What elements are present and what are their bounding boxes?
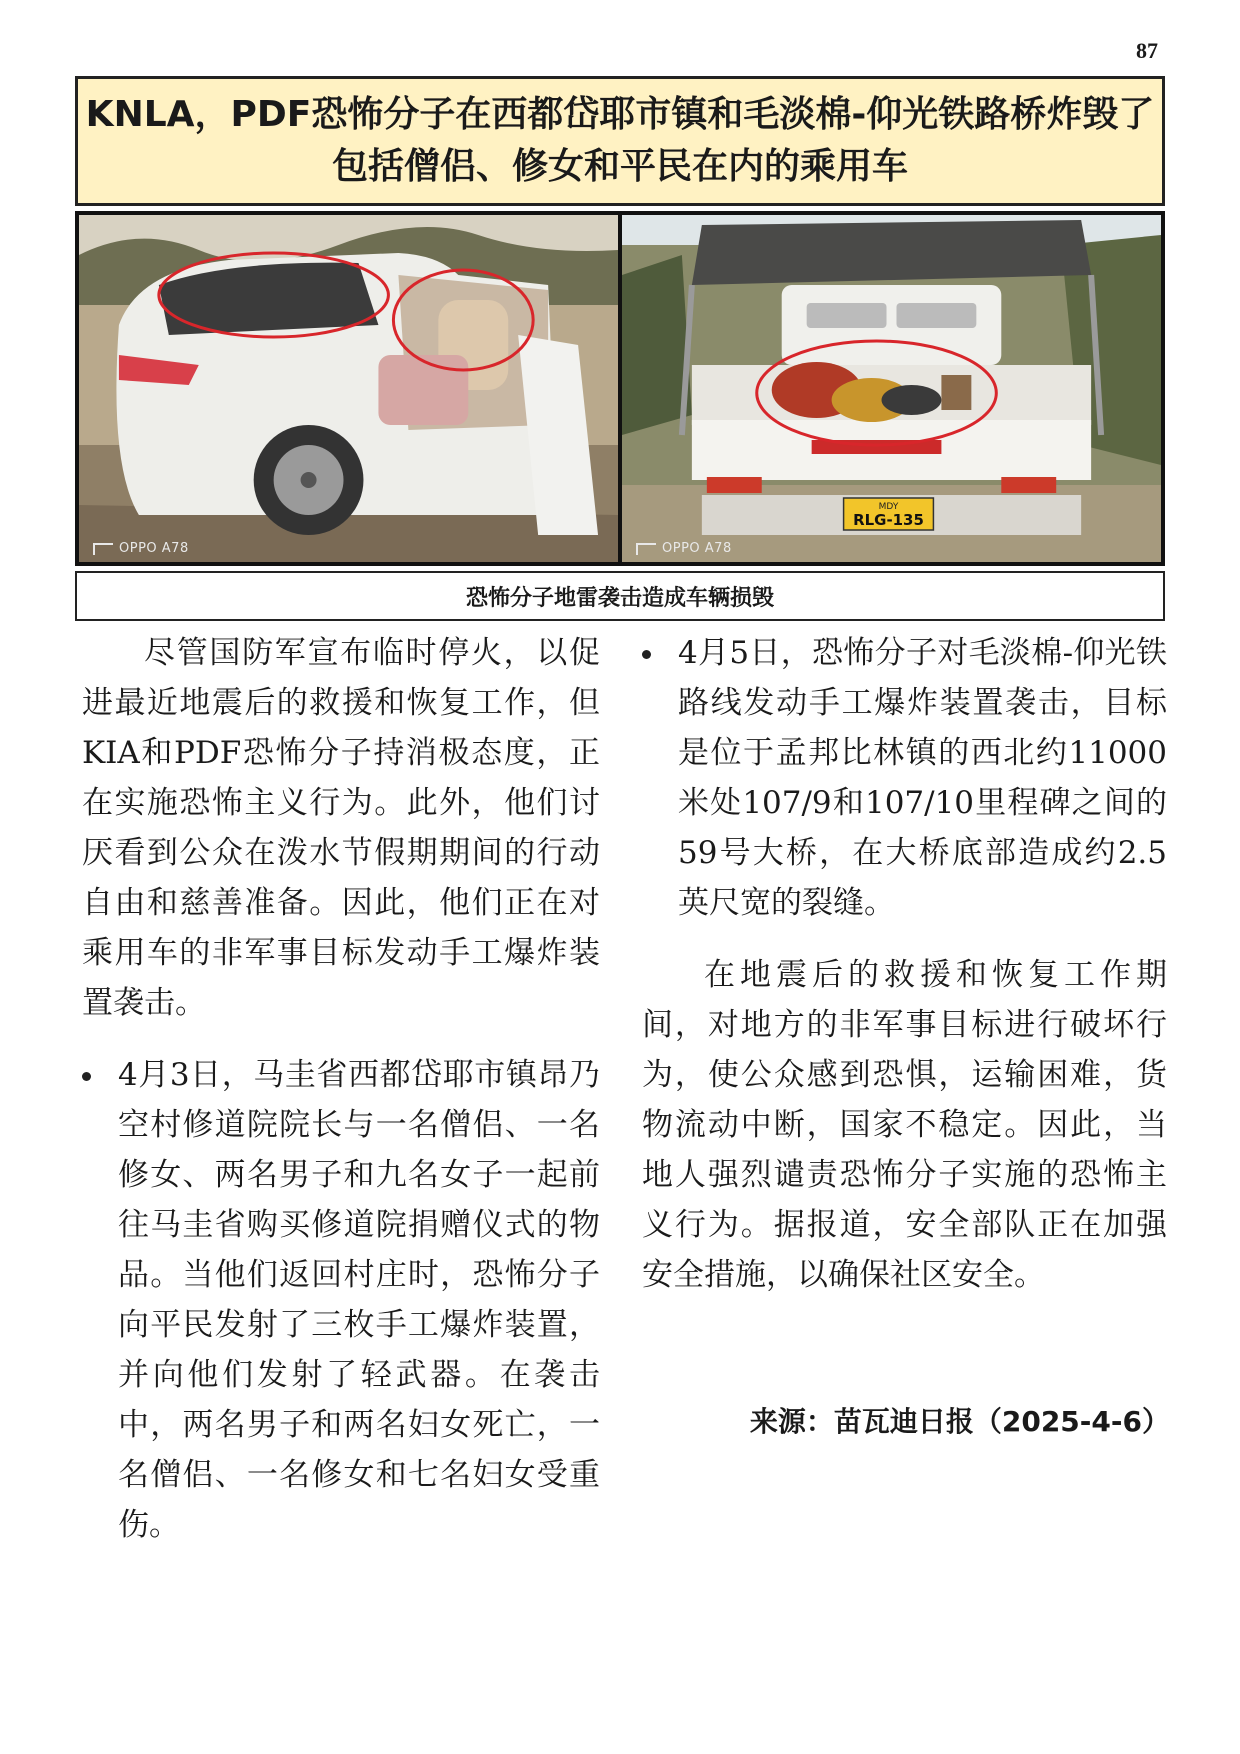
list-item — [642, 628, 1167, 928]
camera-logo-icon — [636, 543, 656, 555]
damaged-car-image — [79, 215, 618, 562]
damaged-car-photo — [79, 215, 618, 562]
closing-paragraph: 在地震后的救援和恢复工作期间，对地方的非军事目标进行破坏行为，使公众感到恐惧，运输困难，货物流动中断，国家不稳定。因此，当地人强烈谴责恐怖分子实施的恐怖主义行为。据报道，安全部队正在加强安全措施，以确保社区安全。 — [642, 957, 1167, 1293]
camera-watermark — [93, 541, 189, 556]
damaged-truck-image — [622, 215, 1161, 562]
bullet-icon — [82, 1072, 91, 1081]
intro-paragraph: 尽管国防军宣布临时停火，以促进最近地震后的救援和恢复工作，但KIA和PDF恐怖分子持消极态度，正在实施恐怖主义行为。此外，他们讨厌看到公众在泼水节假期期间的行动自由和慈善准备。因此，他们正在对乘用车的非军事目标发动手工爆炸装置袭击。 — [82, 635, 600, 1021]
photo-strip — [75, 211, 1165, 566]
photo-caption: 恐怖分子地雷袭击造成车辆损毁 — [75, 571, 1165, 621]
plate-number-text: RLG-135 — [853, 510, 924, 530]
camera-logo-icon — [93, 543, 113, 555]
camera-watermark — [636, 541, 732, 556]
bullet-text-april-3: 4月3日，马圭省西都岱耶市镇昂乃空村修道院院长与一名僧侣、一名修女、两名男子和九名女子一起前往马圭省购买修道院捐赠仪式的物品。当他们返回村庄时，恐怖分子向平民发射了三枚手工爆炸装置，并向他们发射了轻武器。在袭击中，两名男子和两名妇女死亡，一名僧侣、一名修女和七名妇女受重伤。 — [118, 1057, 600, 1543]
camera-watermark-text: OPPO A78 — [662, 541, 732, 556]
right-column — [642, 628, 1167, 1300]
source-citation: 来源：苗瓦迪日报（2025-4-6） — [749, 1405, 1170, 1438]
camera-watermark-text: OPPO A78 — [119, 541, 189, 556]
damaged-truck-photo — [622, 215, 1161, 562]
plate-region-text: MDY — [878, 501, 899, 513]
page-number: 87 — [1136, 38, 1158, 63]
list-item — [82, 1050, 600, 1550]
left-column — [82, 628, 600, 1550]
bullet-text-april-5: 4月5日，恐怖分子对毛淡棉-仰光铁路线发动手工爆炸装置袭击，目标是位于孟邦比林镇的西北约11000米处107/9和107/10里程碑之间的59号大桥，在大桥底部造成约2.5英尺宽的裂缝。 — [678, 635, 1167, 921]
headline-line-1: KNLA，PDF恐怖分子在西都岱耶市镇和毛淡棉-仰光铁路桥炸毁了 — [85, 94, 1155, 135]
headline-line-2: 包括僧侣、修女和平民在内的乘用车 — [331, 146, 908, 187]
headline-box — [75, 76, 1165, 206]
bullet-icon — [642, 650, 651, 659]
